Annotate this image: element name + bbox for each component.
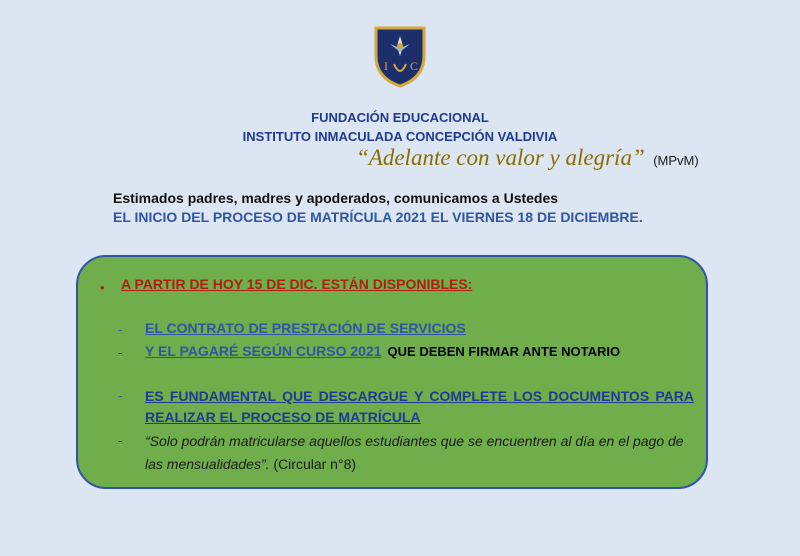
bullet-icon: • bbox=[100, 280, 105, 295]
notice-heading: A PARTIR DE HOY 15 DE DIC. ESTÁN DISPONIBLES: bbox=[121, 276, 473, 292]
school-crest-logo bbox=[374, 26, 426, 88]
quote-reference: (Circular n°8) bbox=[273, 456, 357, 472]
school-motto: “Adelante con valor y alegría” bbox=[356, 145, 645, 170]
motto-abbreviation: (MPvM) bbox=[653, 153, 699, 168]
dash-marker: - bbox=[118, 433, 123, 448]
dash-marker: - bbox=[118, 388, 123, 403]
notary-note: QUE DEBEN FIRMAR ANTE NOTARIO bbox=[387, 344, 621, 359]
service-contract-link[interactable]: EL CONTRATO DE PRESTACIÓN DE SERVICIOS bbox=[145, 320, 466, 336]
svg-text:I: I bbox=[384, 59, 388, 73]
organization-name-line2: INSTITUTO INMACULADA CONCEPCIÓN VALDIVIA bbox=[242, 129, 558, 144]
greeting-text: Estimados padres, madres y apoderados, comunicamos a Ustedes bbox=[113, 190, 559, 206]
payment-condition-quote bbox=[145, 430, 695, 476]
promissory-note-line bbox=[145, 343, 620, 361]
fundamental-instruction: ES FUNDAMENTAL QUE DESCARGUE Y COMPLETE LOS DOCUMENTOS PARA REALIZAR EL PROCESO DE MATRÍCULA bbox=[145, 388, 694, 425]
promissory-note-link[interactable]: Y EL PAGARÉ SEGÚN CURSO 2021 bbox=[145, 343, 382, 359]
dash-marker: - bbox=[118, 345, 123, 360]
motto-row bbox=[356, 145, 699, 171]
enrollment-announcement: EL INICIO DEL PROCESO DE MATRÍCULA 2021 EL VIERNES 18 DE DICIEMBRE. bbox=[113, 209, 643, 225]
quote-text: “Solo podrán matricularse aquellos estudiantes que se encuentren al día en el pago de las mensualidades”. bbox=[145, 433, 684, 472]
svg-text:C: C bbox=[410, 59, 419, 73]
dash-marker: - bbox=[118, 322, 123, 337]
organization-name-line1: FUNDACIÓN EDUCACIONAL bbox=[311, 110, 489, 125]
